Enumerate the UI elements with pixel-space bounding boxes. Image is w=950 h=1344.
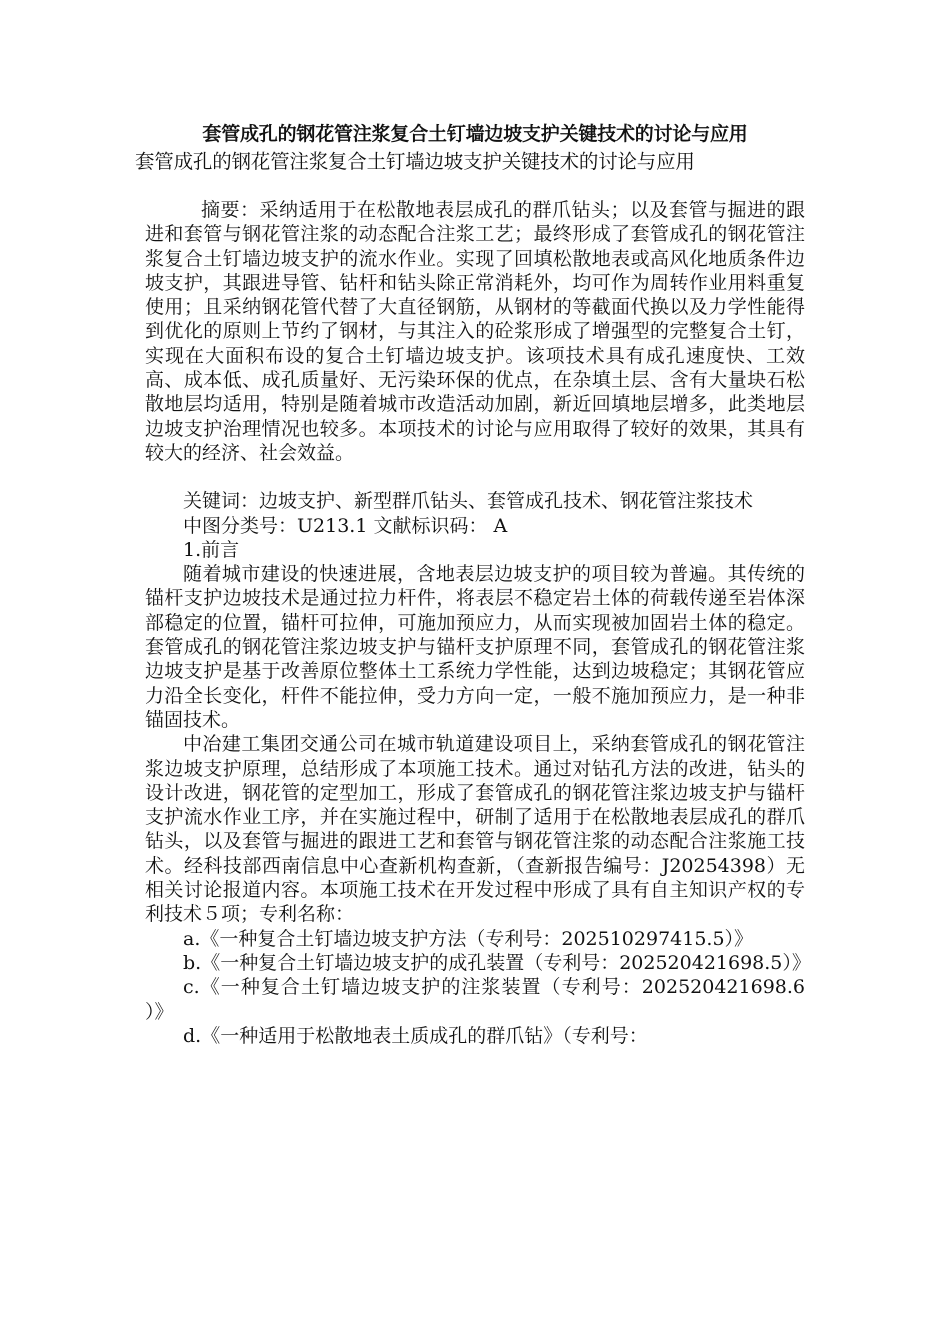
keywords-paragraph: 关键词：边坡支护、新型群爪钻头、套管成孔技术、钢花管注浆技术 [183,490,754,513]
document-subtitle: 套管成孔的钢花管注浆复合土钉墙边坡支护关键技术的讨论与应用 [135,150,695,173]
patent-item-a: a.《一种复合土钉墙边坡支护方法（专利号：202510297415.5）》 [183,927,754,950]
blank-line [145,465,805,489]
document-title: 套管成孔的钢花管注浆复合土钉墙边坡支护关键技术的讨论与应用 [202,123,748,145]
body-paragraph-1: 随着城市建设的快速进展，含地表层边坡支护的项目较为普遍。其传统的锚杆支护边坡技术是通过拉力杆件，将表层不稳定岩土体的荷载传递至岩体深部稳定的位置，锚杆可拉伸，可施加预应力，从而实现被加固岩土体的稳定。套管成孔的钢花管注浆边坡支护与锚杆支护原理不同，套管成孔的钢花管注浆边坡支护是基于改善原位整体土工系统力学性能，达到边坡稳定；其钢花管应力沿全长变化，杆件不能拉伸，受力方向一定，一般不施加预应力，是一种非锚固技术。 [145,563,805,731]
spacer [145,176,805,198]
document-body [135,120,811,1048]
abstract-paragraph: 摘要：采纳适用于在松散地表层成孔的群爪钻头；以及套管与掘进的跟进和套管与钢花管注浆的动态配合注浆工艺；最终形成了套管成孔的钢花管注浆复合土钉墙边坡支护的流水作业。实现了回填松散地表或高风化地质条件边坡支护，其跟进导管、钻杆和钻头除正常消耗外，均可作为周转作业用料重复使用；且采纳钢花管代替了大直径钢筋，从钢材的等截面代换以及力学性能得到优化的原则上节约了钢材，与其注入的砼浆形成了增强型的完整复合土钉，实现在大面积布设的复合土钉墙边坡支护。该项技术具有成孔速度快、工效高、成本低、成孔质量好、无污染环保的优点，在杂填土层、含有大量块石松散地层均适用，特别是随着城市改造活动加剧，新近回填地层增多，此类地层边坡支护治理情况也较多。本项技术的讨论与应用取得了较好的效果，其具有较大的经济、社会效益。 [145,199,805,464]
patent-item-d: d.《一种适用于松散地表土质成孔的群爪钻》（专利号： [183,1024,648,1047]
classification-line: 中图分类号：U213.1 文献标识码： A [183,514,508,537]
patent-item-c: c.《一种复合土钉墙边坡支护的注浆装置（专利号：202520421698.6 ）》 [145,976,805,1023]
section-heading-preface: 1.前言 [183,538,240,561]
body-paragraph-2: 中冶建工集团交通公司在城市轨道建设项目上，采纳套管成孔的钢花管注浆边坡支护原理，总结形成了本项施工技术。通过对钻孔方法的改进，钻头的设计改进，钢花管的定型加工，形成了套管成孔的钢花管注浆边坡支护与锚杆支护流水作业工序，并在实施过程中，研制了适用于在松散地表层成孔的群爪钻头，以及套管与掘进的跟进工艺和套管与钢花管注浆的动态配合注浆施工技术。经科技部西南信息中心查新机构查新，（查新报告编号：J20254398）无相关讨论报道内容。本项施工技术在开发过程中形成了具有自主知识产权的专利技术５项；专利名称： [145,733,805,926]
patent-item-b: b.《一种复合土钉墙边坡支护的成孔装置（专利号：202520421698.5）》 [183,951,811,974]
